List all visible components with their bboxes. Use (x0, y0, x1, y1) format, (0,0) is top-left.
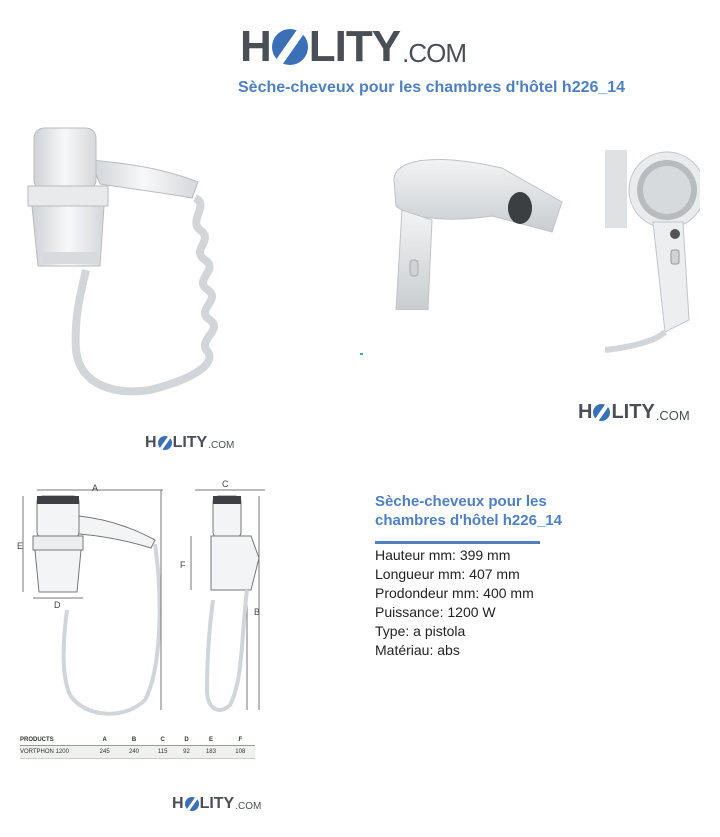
product-photo-main (20, 120, 240, 410)
table-cell: VORTPHON 1200 (20, 746, 90, 759)
table-header-row (20, 735, 255, 746)
table-header: C (149, 735, 177, 746)
logo-o-icon (158, 436, 172, 450)
table-cell: 108 (226, 746, 255, 759)
spec-label: Longueur mm: (375, 566, 466, 582)
spec-item (375, 603, 534, 622)
spec-label: Puissance: (375, 604, 444, 620)
spec-label: Hauteur mm: (375, 547, 456, 563)
spec-label: Matériau: (375, 642, 434, 658)
dim-label-d: D (54, 600, 61, 610)
spec-divider (375, 541, 540, 544)
spec-item (375, 584, 534, 603)
dim-label-b: B (254, 607, 261, 617)
table-cell: 183 (196, 746, 225, 759)
logo-text-right: LITY (611, 401, 655, 423)
logo-text-left: H (172, 795, 184, 812)
logo-domain: .COM (208, 439, 235, 451)
logo-text-right: LITY (308, 22, 401, 71)
spec-label: Prodondeur mm: (375, 585, 480, 601)
brand-logo-photos[interactable] (578, 401, 690, 424)
spec-list (375, 546, 534, 660)
spec-value: 400 mm (483, 585, 534, 601)
product-photo-nozzle (392, 150, 572, 310)
logo-text-right: LITY (172, 434, 208, 451)
spec-item (375, 565, 534, 584)
logo-domain: .COM (402, 37, 466, 68)
dim-label-c: C (222, 479, 229, 489)
spec-title: Sèche-cheveux pour les chambres d'hôtel h226_14 (375, 493, 562, 529)
table-cell: 115 (149, 746, 177, 759)
page-title: Sèche-cheveux pour les chambres d'hôtel h226_14 (238, 79, 626, 96)
table-header: F (226, 735, 255, 746)
brand-logo-bottom[interactable] (172, 795, 261, 813)
spec-value: a pistola (413, 623, 466, 639)
table-header: D (177, 735, 197, 746)
logo-o-icon (593, 404, 610, 421)
table-header: A (90, 735, 119, 746)
spec-label: Type: (375, 623, 410, 639)
spec-value: abs (437, 642, 460, 658)
table-cell: 240 (119, 746, 148, 759)
dim-label-a: A (92, 483, 99, 493)
spec-value: 407 mm (469, 566, 520, 582)
dim-label-e: E (17, 541, 24, 551)
logo-text-left: H (145, 434, 157, 451)
spec-item (375, 546, 534, 565)
product-photo-grille (605, 150, 700, 355)
logo-domain: .COM (655, 407, 690, 423)
logo-domain: .COM (235, 800, 262, 812)
brand-logo[interactable] (240, 22, 466, 72)
spec-value: 1200 W (447, 604, 496, 620)
logo-o-icon (185, 797, 199, 811)
table-row (20, 746, 255, 759)
table-header: E (196, 735, 225, 746)
logo-o-icon (272, 29, 308, 65)
table-header: PRODUCTS (20, 735, 90, 746)
logo-text-left: H (578, 401, 593, 423)
dim-label-f: F (180, 560, 186, 570)
dimension-table (20, 735, 255, 759)
spec-item (375, 641, 534, 660)
logo-text-right: LITY (199, 795, 235, 812)
table-cell: 92 (177, 746, 197, 759)
table-cell: 245 (90, 746, 119, 759)
logo-text-left: H (240, 22, 271, 71)
brand-logo-small[interactable] (145, 434, 234, 452)
table-header: B (119, 735, 148, 746)
spec-value: 399 mm (459, 547, 511, 563)
spec-item (375, 622, 534, 641)
decor-dot (360, 353, 363, 355)
